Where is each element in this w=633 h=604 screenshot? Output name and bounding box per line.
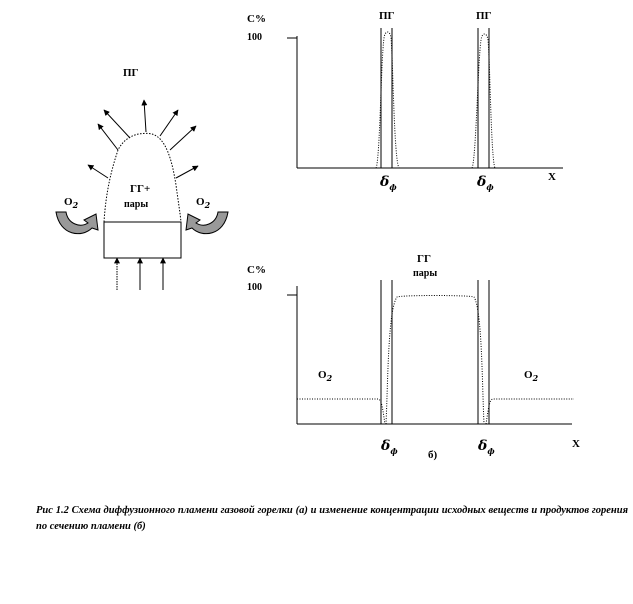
- burner-body: [104, 222, 181, 258]
- top-y-label: C%: [247, 13, 266, 25]
- bottom-panel-label: б): [428, 449, 438, 461]
- bottom-title-line1: ГГ: [417, 253, 431, 265]
- bottom-fuel-curve: [386, 296, 484, 425]
- top-peak1-label: ПГ: [379, 10, 395, 22]
- flame-center-label-2: пары: [124, 199, 149, 210]
- bottom-x-label: X: [572, 438, 580, 450]
- flame-sketch: [56, 67, 228, 290]
- o2-left-label: $O_2$: [64, 196, 79, 210]
- fuel-inflow-arrows: [117, 258, 163, 290]
- bottom-o2-right-curve: [486, 399, 574, 424]
- top-delta1-label: $\delta_ф$: [380, 174, 397, 192]
- pg-label: ПГ: [123, 67, 139, 79]
- bottom-delta1-label: $\delta_ф$: [381, 438, 398, 456]
- figure-caption: Рис 1.2 Схема диффузионного пламени газовой горелки (а) и изменение концентрации исходных веществ и продуктов горения по сечению пламени (б): [36, 505, 628, 532]
- air-arrow-left: [56, 212, 98, 234]
- top-y-tick-label: 100: [247, 32, 262, 43]
- top-peak1-curve: [376, 32, 399, 168]
- radiation-arrows: [88, 100, 198, 178]
- bottom-y-tick-label: 100: [247, 282, 262, 293]
- bottom-delta2-label: $\delta_ф$: [478, 438, 495, 456]
- top-x-label: X: [548, 171, 556, 183]
- air-arrow-right: [186, 212, 228, 234]
- bottom-y-label: C%: [247, 264, 266, 276]
- bottom-o2-right-label: $O_2$: [524, 369, 539, 383]
- bottom-o2-left-label: $O_2$: [318, 369, 333, 383]
- plot-bottom: [247, 253, 580, 461]
- top-delta2-label: $\delta_ф$: [477, 174, 494, 192]
- o2-right-label: $O_2$: [196, 196, 211, 210]
- flame-center-label-1: ГГ+: [130, 183, 151, 195]
- top-peak2-label: ПГ: [476, 10, 492, 22]
- top-peak2-curve: [472, 34, 495, 168]
- plot-top: [247, 10, 563, 192]
- bottom-o2-left-curve: [297, 399, 385, 424]
- bottom-title-line2: пары: [413, 268, 438, 279]
